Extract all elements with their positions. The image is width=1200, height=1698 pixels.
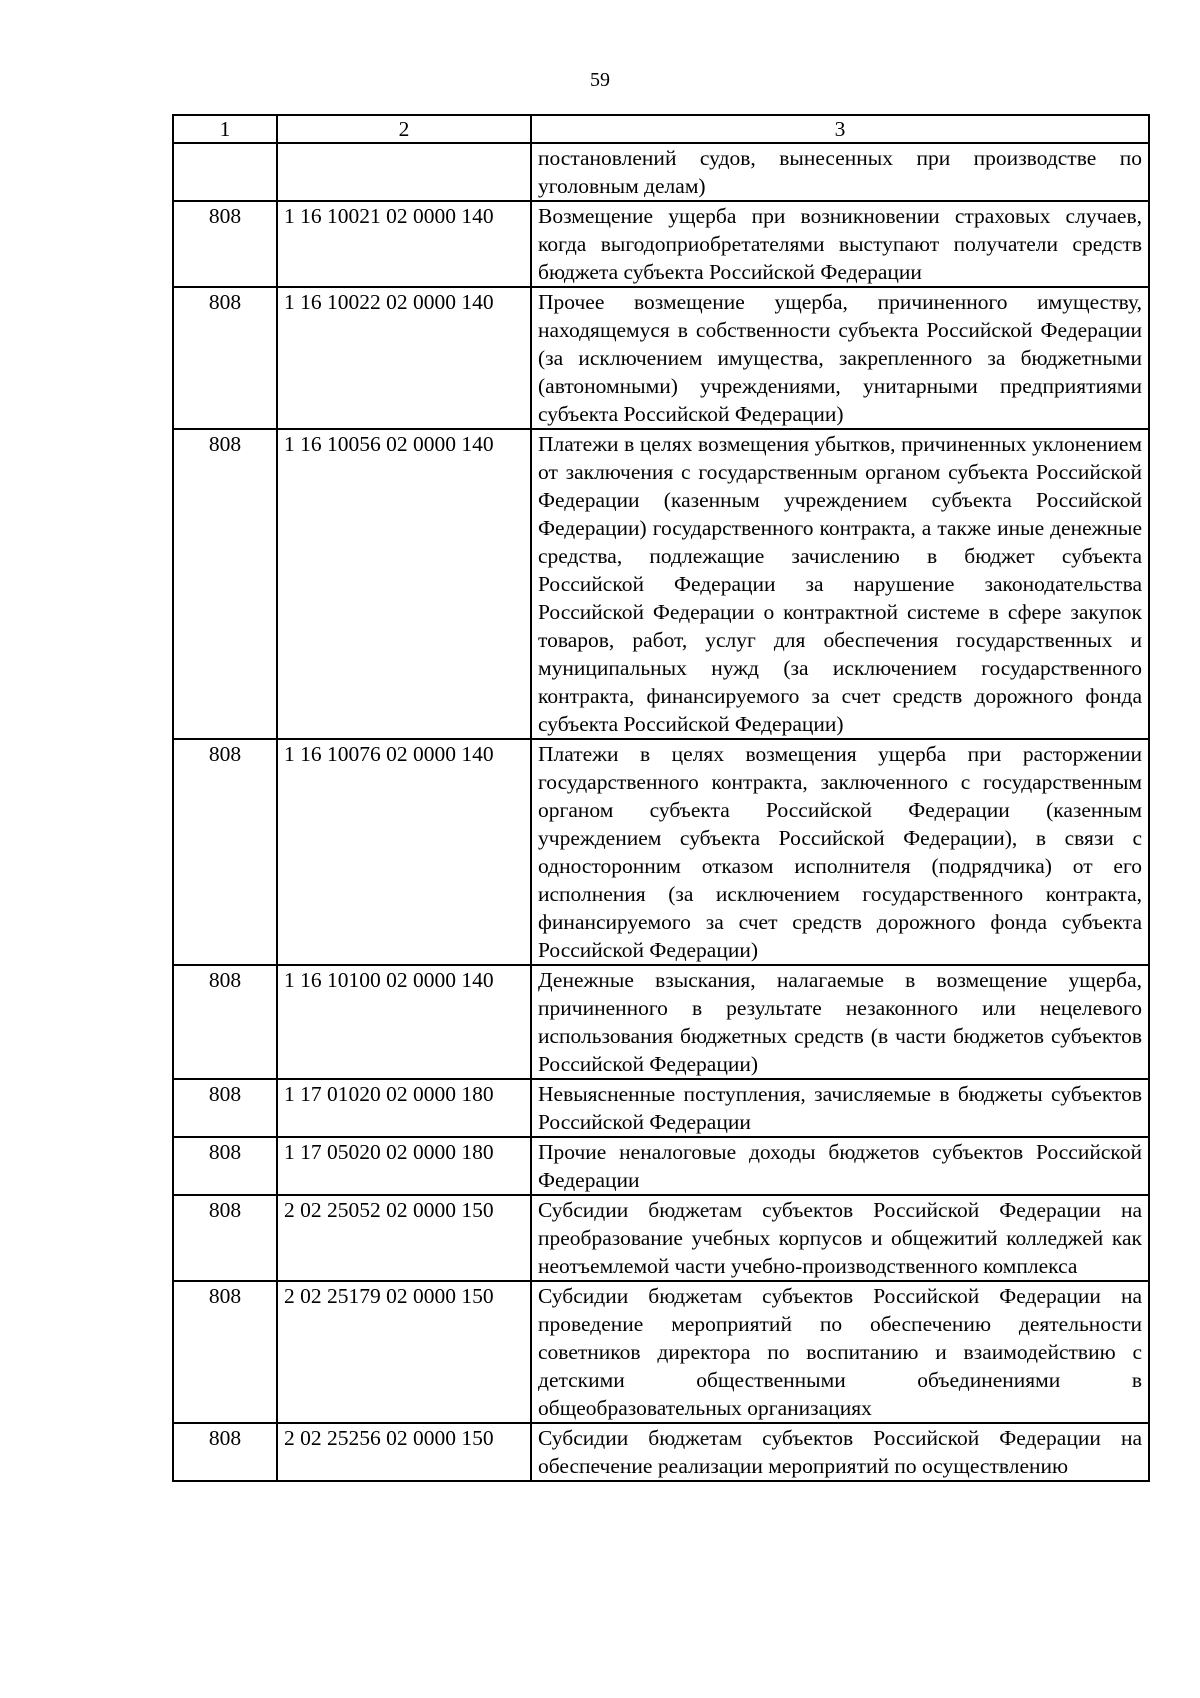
revenue-codes-table [172, 114, 1150, 1482]
table-row [173, 1195, 1149, 1281]
table-row [173, 143, 1149, 201]
description-cell: Возмещение ущерба при возникновении страховых случаев, когда выгодоприобретателями выступают получатели средств бюджета субъекта Российской Федерации [531, 201, 1149, 287]
table-row [173, 1423, 1149, 1481]
table-row [173, 1079, 1149, 1137]
admin-code-cell: 808 [173, 1281, 277, 1423]
admin-code-cell: 808 [173, 201, 277, 287]
table-header [173, 115, 1149, 143]
budget-code-cell: 1 17 01020 02 0000 180 [277, 1079, 531, 1137]
description-cell: Платежи в целях возмещения убытков, причиненных уклонением от заключения с государственным органом субъекта Российской Федерации (казенным учреждением субъекта Российской Федерации) государственного контракта, а также иные денежные средства, подлежащие зачислению в бюджет субъекта Российской Федерации за нарушение законодательства Российской Федерации о контрактной системе в сфере закупок товаров, работ, услуг для обеспечения государственных и муниципальных нужд (за исключением государственного контракта, финансируемого за счет средств дорожного фонда субъекта Российской Федерации) [531, 429, 1149, 739]
budget-code-cell: 2 02 25179 02 0000 150 [277, 1281, 531, 1423]
table-body [173, 143, 1149, 1481]
column-header-3: 3 [531, 115, 1149, 143]
description-cell: Субсидии бюджетам субъектов Российской Федерации на обеспечение реализации мероприятий по осуществлению [531, 1423, 1149, 1481]
budget-code-cell: 1 16 10021 02 0000 140 [277, 201, 531, 287]
table-row [173, 1281, 1149, 1423]
table-row [173, 965, 1149, 1079]
admin-code-cell: 808 [173, 739, 277, 965]
budget-code-cell [277, 143, 531, 201]
admin-code-cell: 808 [173, 1079, 277, 1137]
table-row [173, 201, 1149, 287]
table-row [173, 287, 1149, 429]
admin-code-cell: 808 [173, 1137, 277, 1195]
budget-code-cell: 1 16 10100 02 0000 140 [277, 965, 531, 1079]
admin-code-cell: 808 [173, 1195, 277, 1281]
description-cell: Прочее возмещение ущерба, причиненного имуществу, находящемуся в собственности субъекта Российской Федерации (за исключением имущества, закрепленного за бюджетными (автономными) учреждениями, унитарными предприятиями субъекта Российской Федерации) [531, 287, 1149, 429]
budget-code-cell: 1 16 10022 02 0000 140 [277, 287, 531, 429]
budget-code-cell: 2 02 25256 02 0000 150 [277, 1423, 531, 1481]
budget-code-cell: 2 02 25052 02 0000 150 [277, 1195, 531, 1281]
admin-code-cell: 808 [173, 287, 277, 429]
description-cell: постановлений судов, вынесенных при производстве по уголовным делам) [531, 143, 1149, 201]
admin-code-cell [173, 143, 277, 201]
admin-code-cell: 808 [173, 965, 277, 1079]
description-cell: Субсидии бюджетам субъектов Российской Федерации на преобразование учебных корпусов и общежитий колледжей как неотъемлемой части учебно-производственного комплекса [531, 1195, 1149, 1281]
budget-code-cell: 1 16 10056 02 0000 140 [277, 429, 531, 739]
description-cell: Денежные взыскания, налагаемые в возмещение ущерба, причиненного в результате незаконного или нецелевого использования бюджетных средств (в части бюджетов субъектов Российской Федерации) [531, 965, 1149, 1079]
budget-code-cell: 1 16 10076 02 0000 140 [277, 739, 531, 965]
page-number: 59 [590, 69, 610, 91]
description-cell: Невыясненные поступления, зачисляемые в бюджеты субъектов Российской Федерации [531, 1079, 1149, 1137]
table-row [173, 429, 1149, 739]
table-row [173, 1137, 1149, 1195]
column-header-1: 1 [173, 115, 277, 143]
description-cell: Платежи в целях возмещения ущерба при расторжении государственного контракта, заключенного с государственным органом субъекта Российской Федерации (казенным учреждением субъекта Российской Федерации), в связи с односторонним отказом исполнителя (подрядчика) от его исполнения (за исключением государственного контракта, финансируемого за счет средств дорожного фонда субъекта Российской Федерации) [531, 739, 1149, 965]
table-row [173, 739, 1149, 965]
description-cell: Прочие неналоговые доходы бюджетов субъектов Российской Федерации [531, 1137, 1149, 1195]
column-header-2: 2 [277, 115, 531, 143]
description-cell: Субсидии бюджетам субъектов Российской Федерации на проведение мероприятий по обеспечению деятельности советников директора по воспитанию и взаимодействию с детскими общественными объединениями в общеобразовательных организациях [531, 1281, 1149, 1423]
admin-code-cell: 808 [173, 1423, 277, 1481]
budget-code-cell: 1 17 05020 02 0000 180 [277, 1137, 531, 1195]
admin-code-cell: 808 [173, 429, 277, 739]
header-row [173, 115, 1149, 143]
